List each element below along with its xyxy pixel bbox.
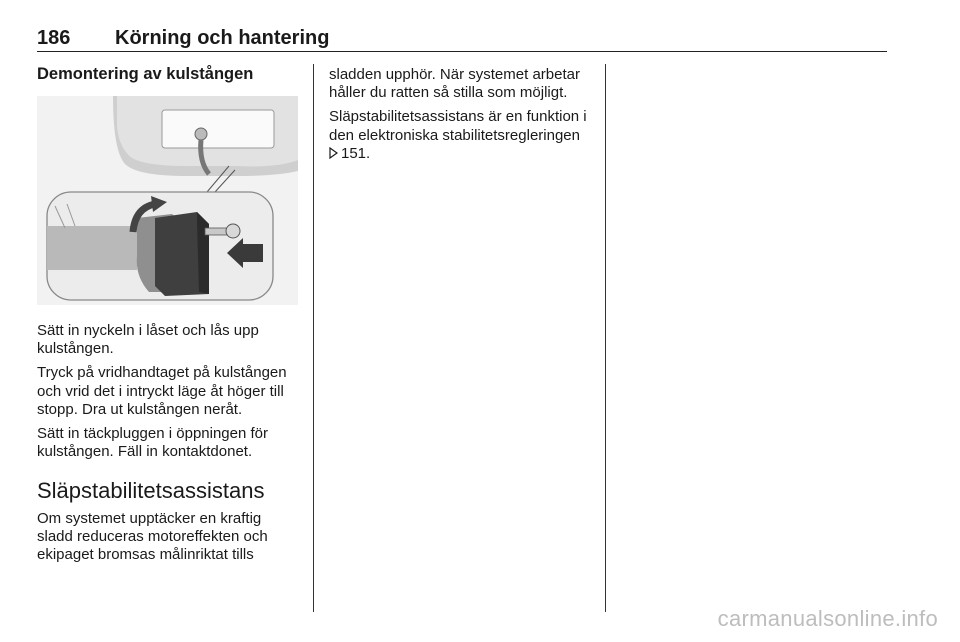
instruction-2: Tryck på vridhandtaget på kulstången och vrid det i intryckt läge åt höger till stopp. Dra ut kulstången neråt. — [37, 364, 287, 418]
section-heading-trailer-stability: Släpstabilitetsassistans — [37, 478, 265, 503]
trailer-stability-function-text: Släpstabilitetsassistans är en funktion i den elektroniska stabilitetsregleringen — [329, 108, 587, 144]
column-divider-left — [313, 64, 314, 612]
page-header — [37, 27, 887, 52]
subheading-tow-bar-removal: Demontering av kulstången — [37, 65, 254, 83]
page-number: 186 — [37, 27, 71, 49]
trailer-stability-continuation: sladden upphör. När systemet arbetar håller du ratten så stilla som möjligt. — [329, 66, 580, 102]
chapter-title: Körning och hantering — [115, 27, 330, 49]
left-column — [37, 64, 299, 96]
instruction-3: Sätt in täckpluggen i öppningen för kulstången. Fäll in kontaktdonet. — [37, 425, 268, 461]
reference-arrow-icon — [329, 147, 338, 159]
trailer-stability-function — [329, 108, 591, 163]
instructions-text — [37, 322, 299, 467]
column-divider-right — [605, 64, 606, 612]
trailer-stability-intro: Om systemet upptäcker en kraftig sladd reduceras motoreffekten och ekipaget bromsas målinriktat tills — [37, 510, 268, 564]
page-reference-link[interactable]: 151. — [341, 144, 371, 162]
watermark: carmanualsonline.info — [717, 606, 938, 631]
right-column — [329, 66, 591, 169]
tow-bar-removal-illustration — [37, 96, 298, 305]
instruction-1: Sätt in nyckeln i låset och lås upp kulstången. — [37, 322, 259, 358]
section-text — [37, 510, 299, 571]
